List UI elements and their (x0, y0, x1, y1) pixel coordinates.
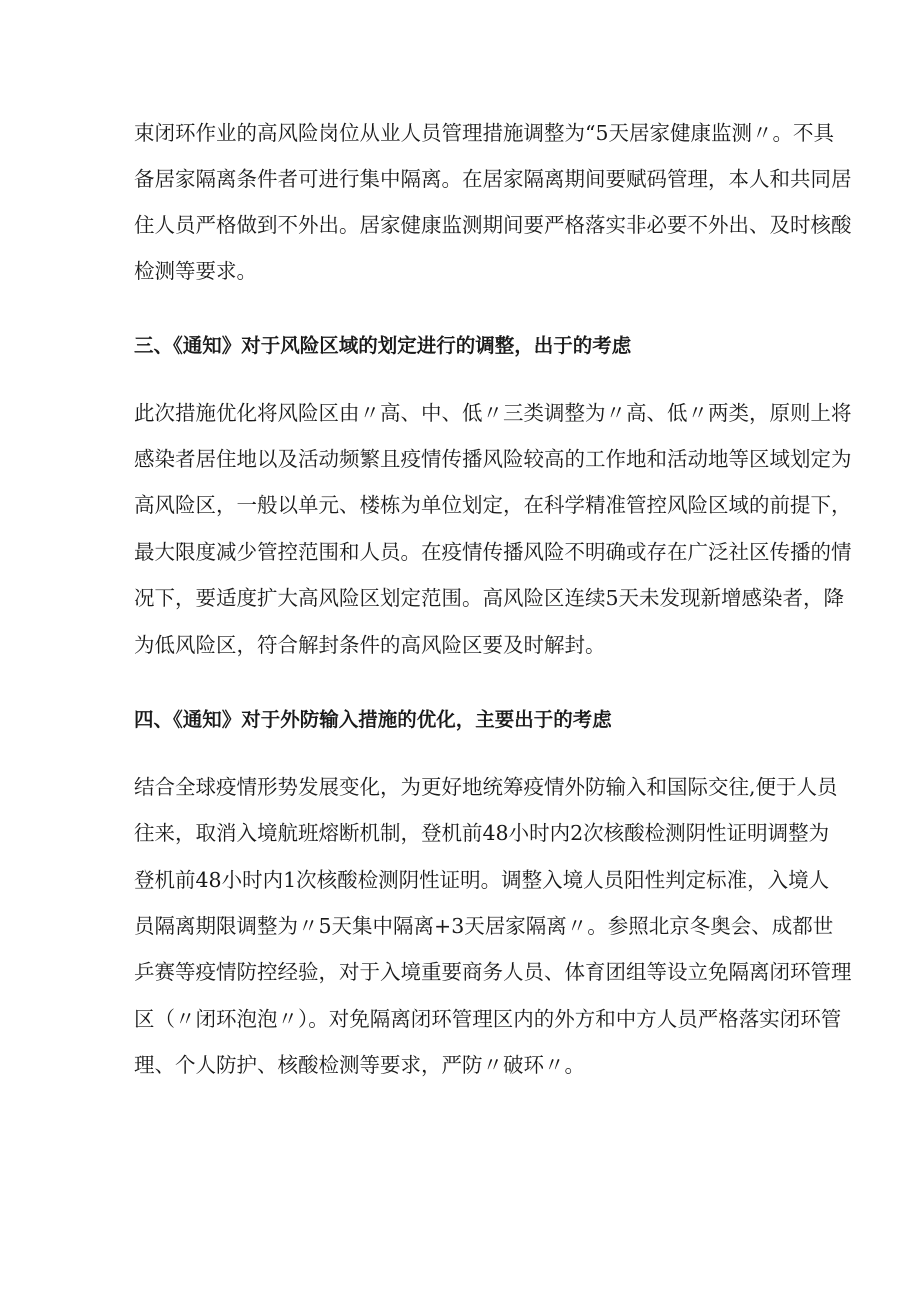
section-3-heading: 三、《通知》对于风险区域的划定进行的调整，出于的考虑 (134, 334, 632, 357)
section-4-line: 员隔离期限调整为〃5天集中隔离+3天居家隔离〃。参照北京冬奥会、成都世 (134, 914, 834, 938)
section-3-line: 最大限度减少管控范围和人员。在疫情传播风险不明确或存在广泛社区传播的情 (134, 540, 852, 564)
section-4-line: 理、个人防护、核酸检测等要求，严防〃破环〃。 (134, 1053, 585, 1077)
section-3-line: 高风险区，一般以单元、楼栋为单位划定，在科学精准管控风险区域的前提下， (134, 493, 852, 517)
section-3-line: 为低风险区，符合解封条件的高风险区要及时解封。 (134, 633, 606, 657)
section-4-line: 往来，取消入境航班熔断机制，登机前48小时内2次核酸检测阴性证明调整为 (134, 821, 830, 845)
section-4-line: 乒赛等疫情防控经验，对于入境重要商务人员、体育团组等设立免隔离闭环管理 (134, 960, 852, 984)
section-4-line: 结合全球疫情形势发展变化，为更好地统筹疫情外防输入和国际交往,便于人员 (134, 775, 838, 799)
paragraph-1-line: 束闭环作业的高风险岗位从业人员管理措施调整为“5天居家健康监测〃。不具 (134, 121, 835, 145)
section-4-line: 登机前48小时内1次核酸检测阴性证明。调整入境人员阳性判定标准，入境人 (134, 868, 830, 892)
paragraph-1-line: 备居家隔离条件者可进行集中隔离。在居家隔离期间要赋码管理，本人和共同居 (134, 167, 852, 191)
paragraph-1-line: 住人员严格做到不外出。居家健康监测期间要严格落实非必要不外出、及时核酸 (134, 213, 852, 237)
section-4-heading: 四、《通知》对于外防输入措施的优化，主要出于的考虑 (134, 708, 612, 731)
section-4-line: 区（〃闭环泡泡〃）。对免隔离闭环管理区内的外方和中方人员严格落实闭环管 (134, 1007, 842, 1031)
section-3-line: 感染者居住地以及活动频繁且疫情传播风险较高的工作地和活动地等区域划定为 (134, 447, 852, 471)
section-3-line: 此次措施优化将风险区由〃高、中、低〃三类调整为〃高、低〃两类，原则上将 (134, 401, 852, 425)
paragraph-1-line: 检测等要求。 (134, 259, 257, 283)
section-3-line: 况下，要适度扩大高风险区划定范围。高风险区连续5天未发现新增感染者，降 (134, 586, 845, 610)
